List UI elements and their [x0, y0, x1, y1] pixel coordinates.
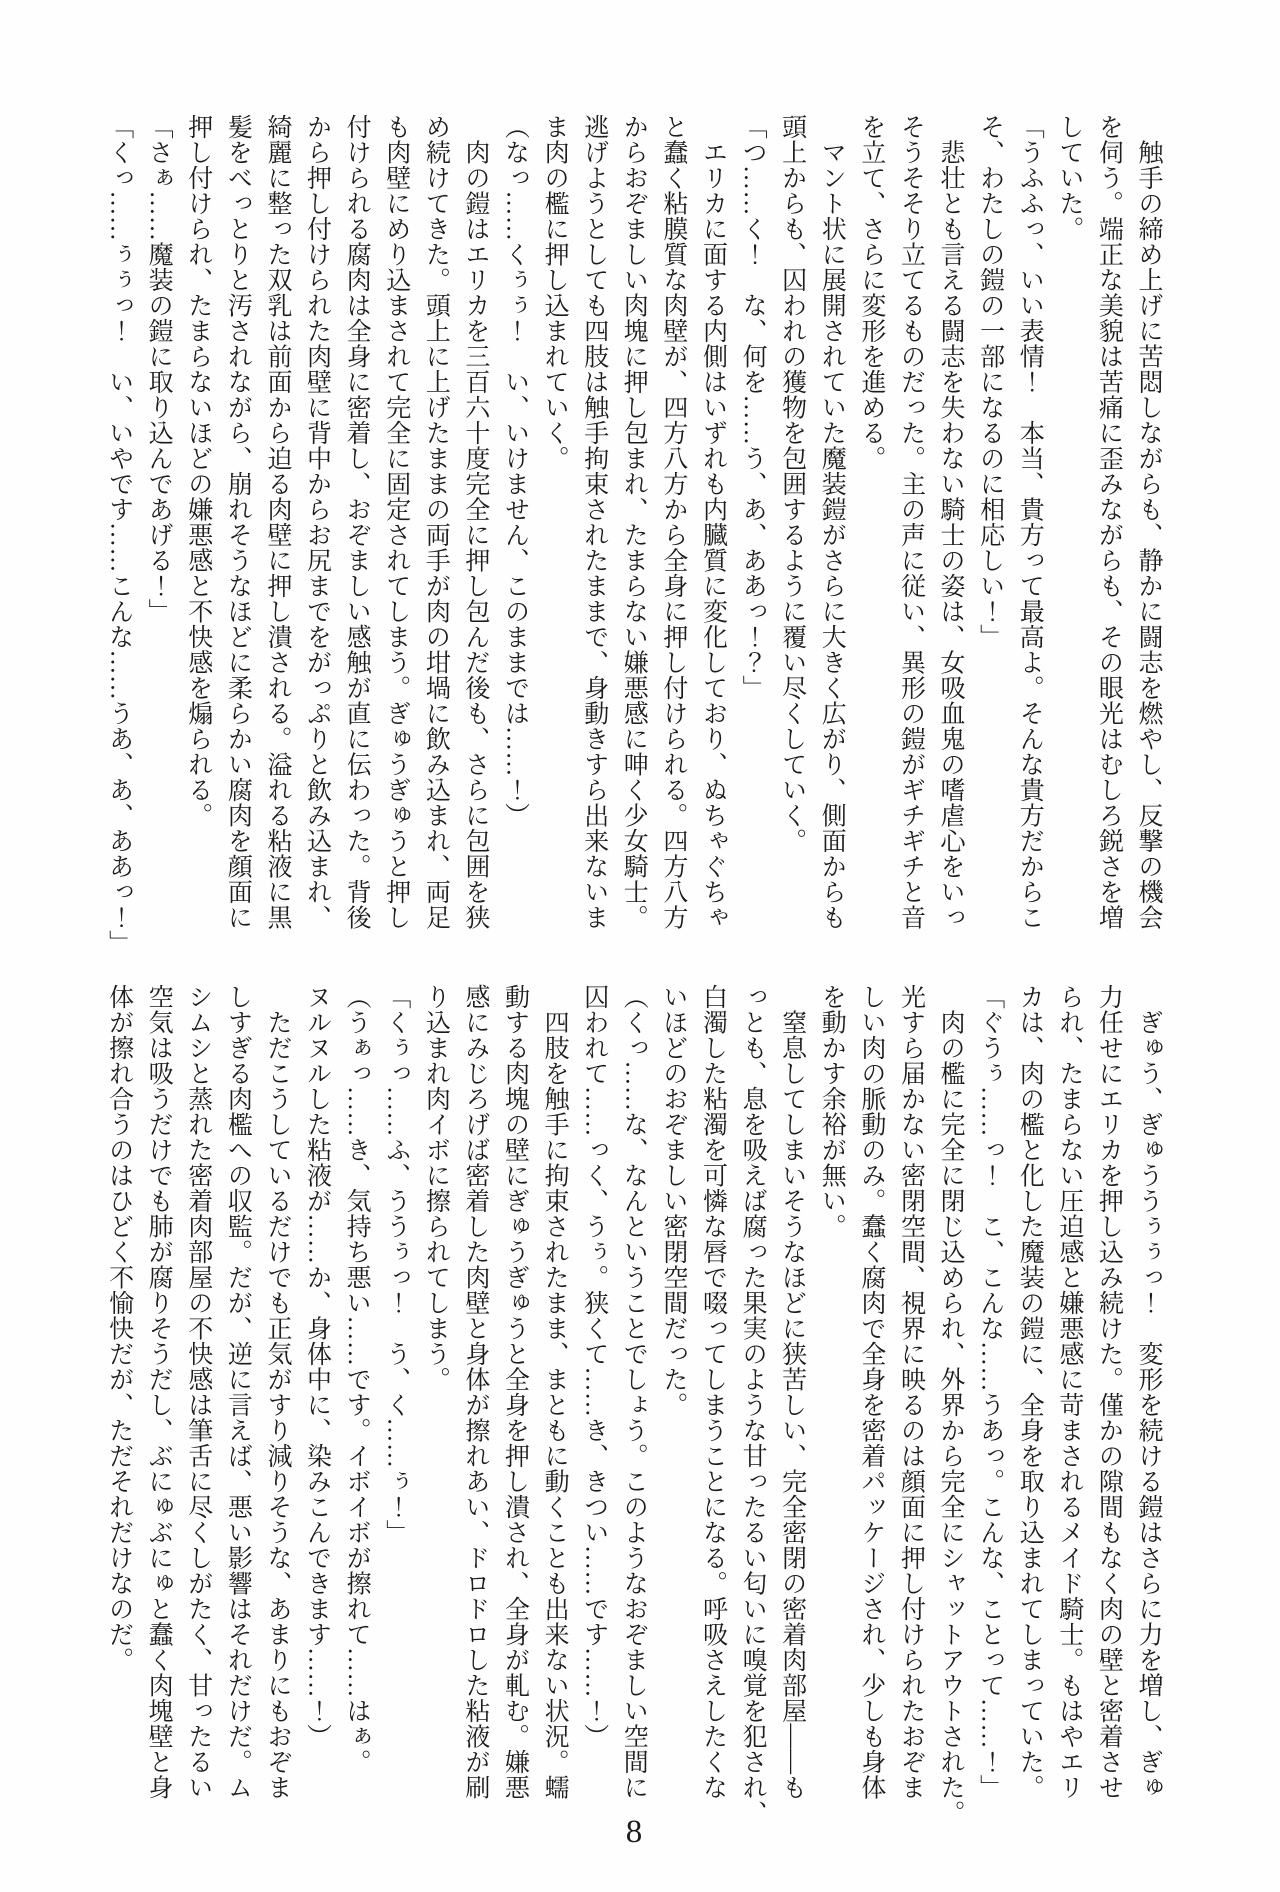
text-column: 「うふふっ、いい表情！ 本当、貴方って最高よ。そんな貴方だからこ — [1016, 114, 1044, 930]
text-column: 光すら届かない密閉空間、視界に映るのは顔面に押し付けられたおぞま — [897, 984, 925, 1800]
text-column: を動かす余裕が無い。 — [818, 984, 846, 1239]
text-column: ぎゅう、ぎゅううぅぅっ！ 変形を続ける鎧はさらに力を増し、ぎゅ — [1135, 984, 1162, 1800]
text-column: 動する肉塊の壁にぎゅうぎゅうと全身を押し潰され、全身が軋む。嫌悪 — [501, 984, 529, 1800]
text-column: 窒息してしまいそうなほどに狭苦しい、完全密閉の密着肉部屋――も — [778, 984, 806, 1800]
text-column: 肉の鎧はエリカを三百六十度完全に押し包んだ後も、さらに包囲を狭 — [461, 114, 489, 930]
text-column: 体が擦れ合うのはひどく不愉快だが、ただそれだけなのだ。 — [105, 984, 133, 1673]
text-column: ただこうしているだけでも正気がすり減りそうな、あまりにもおぞま — [263, 984, 291, 1800]
text-column: 四肢を触手に拘束されたまま、まともに動くことも出来ない状況。蠕 — [541, 984, 569, 1800]
text-column: っとも、息を吸えば腐った果実のような甘ったるい匂いに嗅覚を犯され、 — [739, 984, 767, 1826]
text-column: 白濁した粘濁を可憐な唇で啜ってしまうことになる。呼吸さえしたくな — [699, 984, 727, 1800]
text-column: を立て、さらに変形を進める。 — [857, 114, 885, 471]
text-column: られ、たまらない圧迫感と嫌悪感に苛まされるメイド騎士。もはやエリ — [1055, 984, 1083, 1800]
text-column: 肉の檻に完全に閉じ込められ、外界から完全にシャットアウトされた。 — [937, 984, 965, 1826]
text-column: と蠢く粘膜質な肉壁が、四方八方から全身に押し付けられる。四方八方 — [659, 114, 687, 930]
text-column: そ、わたしの鎧の一部になるのに相応しい！」 — [976, 114, 1004, 650]
text-column: 「くっ……ぅぅっ！ い、いやです……こんな……うあ、あ、ああっ！」 — [105, 114, 133, 956]
text-column: シムシと蒸れた密着肉部屋の不快感は筆舌に尽くしがたく、甘ったるい — [184, 984, 212, 1800]
text-column: め続けてきた。頭上に上げたままの両手が肉の坩堝に飲み込まれ、両足 — [422, 114, 450, 930]
text-column: しい肉の脈動のみ。蠢く腐肉で全身を密着パッケージされ、少しも身体 — [857, 984, 885, 1800]
text-column: （なっ……くぅぅ！ い、いけません、このままでは……！） — [501, 114, 529, 828]
text-column: 綺麗に整った双乳は前面から迫る肉壁に押し潰される。溢れる粘液に黒 — [263, 114, 291, 930]
text-column: エリカに面する内側はいずれも内臓質に変化しており、ぬちゃぐちゃ — [699, 114, 727, 930]
text-column: 触手の締め上げに苦悶しながらも、静かに闘志を燃やし、反撃の機会 — [1135, 114, 1162, 930]
text-column: 囚われて……っく、うぅ。狭くて……き、きつい……です……！） — [580, 984, 608, 1749]
text-column: 「ぐうぅ……っ！ こ、こんな……うあっ。こんな、ことって……！」 — [976, 984, 1004, 1800]
text-column: いほどのおぞましい密閉空間だった。 — [659, 984, 687, 1418]
text-column: 頭上からも、囚われの獲物を包囲するように覆い尽くしていく。 — [778, 114, 806, 854]
text-column: 髪をべっとりと汚されながら、崩れそうなほどに柔らかい腐肉を顔面に — [224, 114, 252, 930]
text-column: 付けられる腐肉は全身に密着し、おぞましい感触が直に伝わった。背後 — [343, 114, 371, 930]
text-column: 感にみじろげば密着した肉壁と身体が擦れあい、ドロドロした粘液が刷 — [461, 984, 489, 1800]
text-column: 「さぁ……魔装の鎧に取り込んであげる！」 — [145, 114, 173, 624]
text-column: そうそそり立てるものだった。主の声に従い、異形の鎧がギチギチと音 — [897, 114, 925, 930]
text-column: 空気は吸うだけでも肺が腐りそうだし、ぶにゅぶにゅと蠢く肉塊壁と身 — [145, 984, 173, 1800]
text-column: ま肉の檻に押し込まれていく。 — [541, 114, 569, 471]
upper-text-band — [99, 114, 1168, 956]
text-column: （うぁっ……き、気持ち悪い……です。イボイボが擦れて……はぁ。 — [343, 984, 371, 1775]
text-column: （くっ……な、なんということでしょう。このようなおぞましい空間に — [620, 984, 648, 1800]
text-column: り込まれ肉イボに擦られてしまう。 — [422, 984, 450, 1392]
text-column: 押し付けられ、たまらないほどの嫌悪感と不快感を煽られる。 — [184, 114, 212, 828]
lower-text-band — [99, 984, 1168, 1826]
text-column: から押し付けられた肉壁に背中からお尻までをがっぷりと飲み込まれ、 — [303, 114, 331, 930]
text-column: カは、肉の檻と化した魔装の鎧に、全身を取り込まれてしまっていた。 — [1016, 984, 1044, 1800]
text-column: 「つ……く！ な、何を……う、あ、ああっ！？」 — [739, 114, 767, 701]
text-column: 悲壮とも言える闘志を失わない騎士の姿は、女吸血鬼の嗜虐心をいっ — [937, 114, 965, 930]
text-column: ヌルヌルした粘液が……か、身体中に、染みこんできます……！） — [303, 984, 331, 1749]
page-number: 8 — [625, 1814, 643, 1850]
text-column: を伺う。端正な美貌は苦痛に歪みながらも、その眼光はむしろ鋭さを増 — [1095, 114, 1123, 930]
text-column: も肉壁にめり込まされて完全に固定されてしまう。ぎゅうぎゅうと押し — [382, 114, 410, 930]
text-column: しすぎる肉檻への収監。だが、逆に言えば、悪い影響はそれだけだ。ム — [224, 984, 252, 1800]
text-column: 逃げようとしても四肢は触手拘束されたままで、身動きすら出来ないま — [580, 114, 608, 930]
text-column: からおぞましい肉塊に押し包まれ、たまらない嫌悪感に呻く少女騎士。 — [620, 114, 648, 930]
text-column: 力任せにエリカを押し込み続けた。僅かの隙間もなく肉の壁と密着させ — [1095, 984, 1123, 1800]
text-column: していた。 — [1055, 114, 1083, 242]
text-column: 「くぅっ……ふ、ううぅっ！ う、く……ぅ！」 — [382, 984, 410, 1545]
text-column: マント状に展開されていた魔装鎧がさらに大きく広がり、側面からも — [818, 114, 846, 930]
